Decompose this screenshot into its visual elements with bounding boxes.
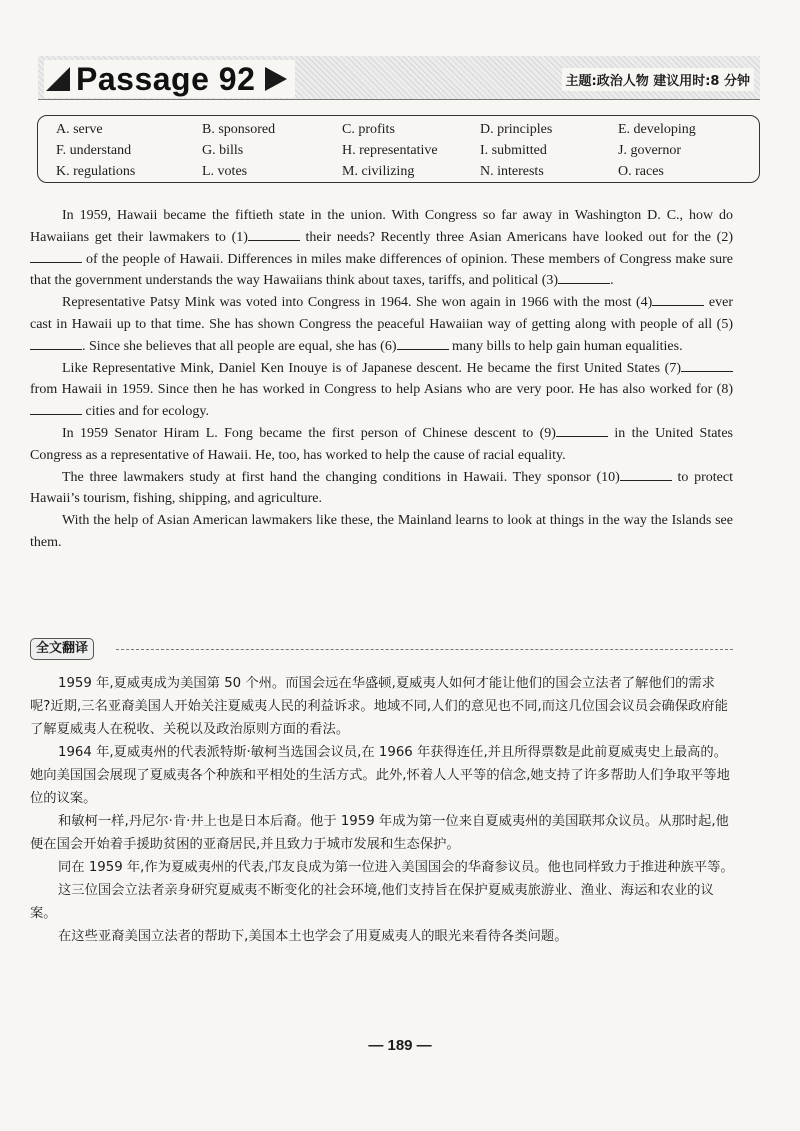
passage-body bbox=[30, 205, 733, 554]
passage-text: many bills to help gain human equalities. bbox=[448, 338, 683, 354]
word-option: F. understand bbox=[56, 143, 132, 158]
passage-paragraph-2 bbox=[30, 292, 733, 357]
right-triangle-icon bbox=[265, 67, 287, 91]
blank-10[interactable] bbox=[620, 469, 672, 481]
blank-3[interactable] bbox=[558, 272, 610, 284]
blank-5[interactable] bbox=[30, 338, 82, 350]
passage-text: Representative Patsy Mink was voted into Congress in 1964. She won again in 1966 with the most (4) bbox=[62, 295, 653, 311]
translation-paragraph: 这三位国会立法者亲身研究夏威夷不断变化的社会环境,他们支持旨在保护夏威夷旅游业、渔业、海运和农业的议案。 bbox=[30, 883, 714, 921]
topic-and-time: 主题:政治人物 建议用时:8 分钟 bbox=[562, 68, 755, 91]
word-bank bbox=[37, 115, 760, 183]
passage-text: ever cast in Hawaii up to that time. She has shown Congress the peaceful Hawaiian way of getting along with people of all (5) bbox=[30, 295, 733, 332]
blank-9[interactable] bbox=[556, 425, 608, 437]
passage-text: to protect Hawaii’s tourism, fishing, shipping, and agriculture. bbox=[30, 469, 733, 507]
blank-7[interactable] bbox=[681, 360, 733, 372]
passage-text: Like Representative Mink, Daniel Ken Inouye is of Japanese descent. He became the first United States (7) bbox=[62, 360, 681, 376]
passage-text: The three lawmakers study at first hand the changing conditions in Hawaii. They sponsor (10) bbox=[62, 469, 620, 485]
passage-paragraph-6: With the help of Asian American lawmakers like these, the Mainland learns to look at things in the way the Islands see them. bbox=[30, 513, 733, 550]
translation-paragraph: 1964 年,夏威夷州的代表派特斯·敏柯当选国会议员,在 1966 年获得连任,并且所得票数是此前夏威夷史上最高的。她向美国国会展现了夏威夷各个种族和平相处的生活方式。此外,怀着人人平等的信念,她支持了许多帮助人们争取平等地位的议案。 bbox=[30, 745, 730, 806]
passage-paragraph-3 bbox=[30, 358, 733, 423]
word-option: C. profits bbox=[342, 122, 395, 137]
blank-1[interactable] bbox=[248, 229, 300, 241]
blank-2[interactable] bbox=[30, 251, 82, 263]
blank-4[interactable] bbox=[652, 294, 704, 306]
word-option: I. submitted bbox=[480, 143, 547, 158]
translation-body bbox=[30, 672, 735, 948]
page-number: — 189 — bbox=[368, 1037, 432, 1054]
word-option: M. civilizing bbox=[342, 164, 415, 179]
passage-text: . bbox=[610, 273, 614, 289]
passage-text: of the people of Hawaii. Differences in miles make differences of opinion. These members of Congress make sure that the government understands the way Hawaiians think about taxes, tariffs, and political (3) bbox=[30, 251, 733, 289]
word-option: B. sponsored bbox=[202, 122, 276, 137]
word-option: L. votes bbox=[202, 164, 248, 179]
word-option: O. races bbox=[618, 164, 664, 179]
word-option: J. governor bbox=[618, 143, 681, 158]
translation-label: 全文翻译 bbox=[30, 638, 94, 660]
passage-paragraph-5 bbox=[30, 467, 733, 511]
passage-text: In 1959 Senator Hiram L. Fong became the first person of Chinese descent to (9) bbox=[62, 425, 556, 441]
passage-paragraph-1 bbox=[30, 205, 733, 292]
passage-text: In 1959, Hawaii became the fiftieth state in the union. With Congress so far away in Washington D. C., how do Hawaiians get their lawmakers to (1) bbox=[30, 208, 733, 245]
blank-6[interactable] bbox=[397, 338, 449, 350]
translation-paragraph: 和敏柯一样,丹尼尔·肯·井上也是日本后裔。他于 1959 年成为第一位来自夏威夷州的美国联邦众议员。从那时起,他便在国会开始着手援助贫困的亚裔居民,并且致力于城市发展和生态保护。 bbox=[30, 814, 729, 852]
word-option: H. representative bbox=[342, 143, 438, 158]
word-option: N. interests bbox=[480, 164, 544, 179]
left-triangle-icon bbox=[46, 67, 70, 91]
word-option: G. bills bbox=[202, 143, 244, 158]
word-option: A. serve bbox=[56, 122, 103, 137]
passage-text: their needs? Recently three Asian Americans have looked out for the (2) bbox=[299, 229, 733, 245]
passage-title: Passage 92 bbox=[76, 60, 256, 97]
dashed-divider bbox=[116, 649, 733, 650]
translation-paragraph: 1959 年,夏威夷成为美国第 50 个州。而国会远在华盛顿,夏威夷人如何才能让他们的国会立法者了解他们的需求呢?近期,三名亚裔美国人开始关注夏威夷人民的利益诉求。地域不同,人们的意见也不同,而这几位国会议员会确保政府能了解夏威夷人在税收、关税以及政治原则方面的看法。 bbox=[30, 676, 728, 737]
passage-text: cities and for ecology. bbox=[82, 404, 209, 420]
word-option: D. principles bbox=[480, 122, 553, 137]
passage-header bbox=[38, 56, 760, 102]
title-wrap bbox=[44, 60, 295, 98]
translation-header bbox=[30, 638, 733, 660]
passage-text: from Hawaii in 1959. Since then he has worked in Congress to help Asians who are very poor. He has also worked for (8) bbox=[30, 382, 733, 398]
translation-paragraph: 在这些亚裔美国立法者的帮助下,美国本土也学会了用夏威夷人的眼光来看待各类问题。 bbox=[58, 929, 568, 944]
passage-text: . Since she believes that all people are equal, she has (6) bbox=[82, 338, 397, 354]
passage-paragraph-4 bbox=[30, 423, 733, 467]
passage-text: in the United States Congress as a representative of Hawaii. He, too, has worked to help the cause of racial equality. bbox=[30, 425, 733, 463]
translation-paragraph: 同在 1959 年,作为夏威夷州的代表,邝友良成为第一位进入美国国会的华裔参议员。他也同样致力于推进种族平等。 bbox=[58, 860, 734, 875]
blank-8[interactable] bbox=[30, 403, 82, 415]
word-option: K. regulations bbox=[56, 164, 136, 179]
word-option: E. developing bbox=[618, 122, 696, 137]
